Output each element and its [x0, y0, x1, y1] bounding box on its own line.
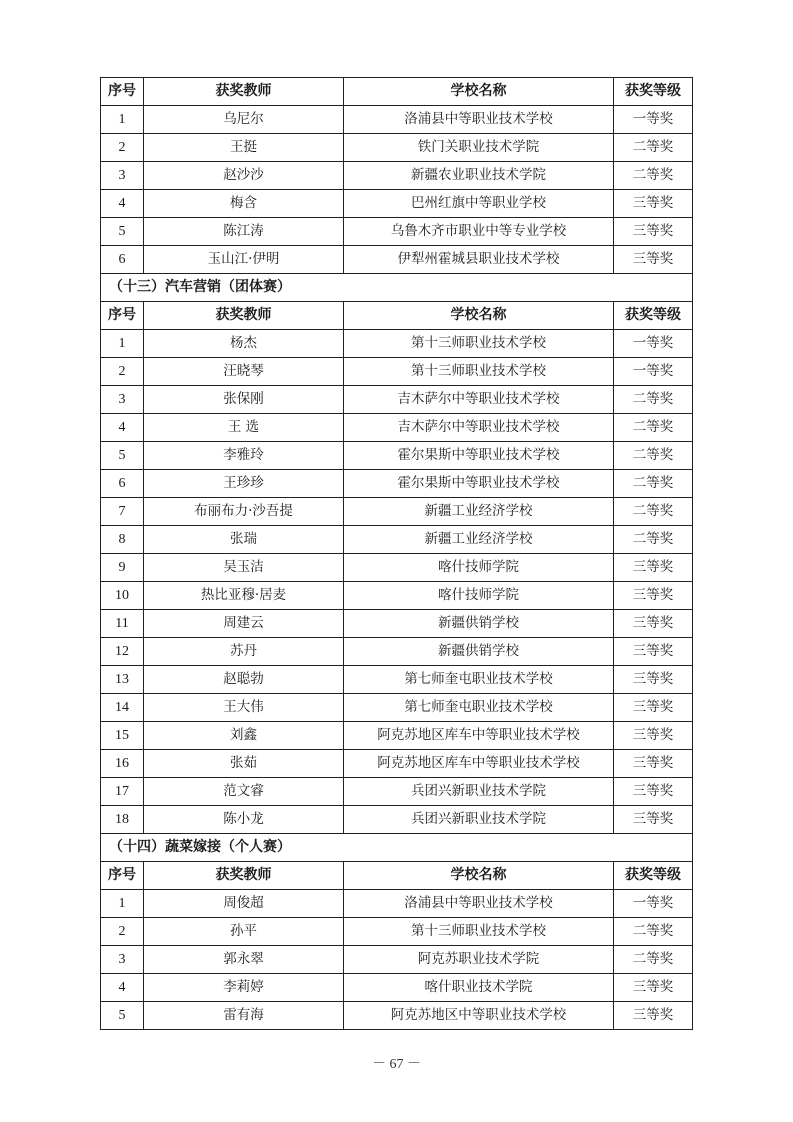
award-level-cell: 三等奖 — [614, 750, 693, 778]
seq-cell: 10 — [101, 582, 144, 610]
seq-cell: 4 — [101, 190, 144, 218]
header-school: 学校名称 — [344, 862, 614, 890]
teacher-cell: 王大伟 — [144, 694, 344, 722]
award-level-cell: 三等奖 — [614, 1002, 693, 1030]
table-row — [101, 554, 693, 582]
award-level-cell: 三等奖 — [614, 218, 693, 246]
school-cell: 伊犁州霍城县职业技术学校 — [344, 246, 614, 274]
teacher-cell: 赵聪勃 — [144, 666, 344, 694]
page-number: － 67 － — [372, 1057, 421, 1072]
section-title: （十四）蔬菜嫁接（个人赛） — [101, 834, 693, 862]
section-title-row — [101, 834, 693, 862]
table-row — [101, 1002, 693, 1030]
seq-cell: 4 — [101, 414, 144, 442]
teacher-cell: 王珍珍 — [144, 470, 344, 498]
table-header-row — [101, 302, 693, 330]
header-teacher: 获奖教师 — [144, 78, 344, 106]
school-cell: 阿克苏职业技术学院 — [344, 946, 614, 974]
header-seq: 序号 — [101, 302, 144, 330]
teacher-cell: 杨杰 — [144, 330, 344, 358]
award-level-cell: 二等奖 — [614, 162, 693, 190]
school-cell: 第七师奎屯职业技术学校 — [344, 666, 614, 694]
award-level-cell: 三等奖 — [614, 666, 693, 694]
table-row — [101, 442, 693, 470]
award-level-cell: 一等奖 — [614, 358, 693, 386]
school-cell: 霍尔果斯中等职业技术学校 — [344, 442, 614, 470]
seq-cell: 3 — [101, 946, 144, 974]
award-level-cell: 二等奖 — [614, 442, 693, 470]
header-award-level: 获奖等级 — [614, 862, 693, 890]
teacher-cell: 吴玉洁 — [144, 554, 344, 582]
school-cell: 新疆工业经济学校 — [344, 498, 614, 526]
table-row — [101, 750, 693, 778]
school-cell: 喀什职业技术学院 — [344, 974, 614, 1002]
header-school: 学校名称 — [344, 78, 614, 106]
table-row — [101, 638, 693, 666]
document-page — [100, 77, 692, 1030]
seq-cell: 6 — [101, 246, 144, 274]
teacher-cell: 周建云 — [144, 610, 344, 638]
award-level-cell: 三等奖 — [614, 582, 693, 610]
seq-cell: 5 — [101, 442, 144, 470]
table-row — [101, 610, 693, 638]
teacher-cell: 王 选 — [144, 414, 344, 442]
award-level-cell: 三等奖 — [614, 610, 693, 638]
award-level-cell: 三等奖 — [614, 694, 693, 722]
table-row — [101, 890, 693, 918]
seq-cell: 13 — [101, 666, 144, 694]
teacher-cell: 陈小龙 — [144, 806, 344, 834]
header-school: 学校名称 — [344, 302, 614, 330]
school-cell: 吉木萨尔中等职业技术学校 — [344, 386, 614, 414]
school-cell: 兵团兴新职业技术学院 — [344, 778, 614, 806]
award-level-cell: 二等奖 — [614, 526, 693, 554]
table-row — [101, 666, 693, 694]
seq-cell: 7 — [101, 498, 144, 526]
seq-cell: 18 — [101, 806, 144, 834]
table-row — [101, 918, 693, 946]
school-cell: 阿克苏地区库车中等职业技术学校 — [344, 750, 614, 778]
table-row — [101, 470, 693, 498]
teacher-cell: 李莉婷 — [144, 974, 344, 1002]
teacher-cell: 梅含 — [144, 190, 344, 218]
award-level-cell: 三等奖 — [614, 190, 693, 218]
award-level-cell: 三等奖 — [614, 806, 693, 834]
teacher-cell: 周俊超 — [144, 890, 344, 918]
seq-cell: 17 — [101, 778, 144, 806]
school-cell: 第十三师职业技术学校 — [344, 918, 614, 946]
award-level-cell: 三等奖 — [614, 638, 693, 666]
school-cell: 新疆农业职业技术学院 — [344, 162, 614, 190]
award-level-cell: 二等奖 — [614, 134, 693, 162]
table-row — [101, 974, 693, 1002]
school-cell: 霍尔果斯中等职业技术学校 — [344, 470, 614, 498]
header-award-level: 获奖等级 — [614, 78, 693, 106]
seq-cell: 1 — [101, 890, 144, 918]
teacher-cell: 陈江涛 — [144, 218, 344, 246]
seq-cell: 11 — [101, 610, 144, 638]
teacher-cell: 王挺 — [144, 134, 344, 162]
seq-cell: 8 — [101, 526, 144, 554]
table-row — [101, 498, 693, 526]
teacher-cell: 孙平 — [144, 918, 344, 946]
award-level-cell: 二等奖 — [614, 498, 693, 526]
teacher-cell: 苏丹 — [144, 638, 344, 666]
teacher-cell: 玉山江·伊明 — [144, 246, 344, 274]
school-cell: 新疆供销学校 — [344, 610, 614, 638]
award-level-cell: 二等奖 — [614, 918, 693, 946]
school-cell: 喀什技师学院 — [344, 582, 614, 610]
award-level-cell: 二等奖 — [614, 414, 693, 442]
seq-cell: 3 — [101, 386, 144, 414]
award-level-cell: 二等奖 — [614, 386, 693, 414]
award-level-cell: 二等奖 — [614, 470, 693, 498]
header-seq: 序号 — [101, 862, 144, 890]
school-cell: 新疆工业经济学校 — [344, 526, 614, 554]
seq-cell: 2 — [101, 918, 144, 946]
award-level-cell: 三等奖 — [614, 974, 693, 1002]
award-level-cell: 一等奖 — [614, 106, 693, 134]
table-row — [101, 358, 693, 386]
seq-cell: 12 — [101, 638, 144, 666]
school-cell: 洛浦县中等职业技术学校 — [344, 106, 614, 134]
award-level-cell: 三等奖 — [614, 722, 693, 750]
header-teacher: 获奖教师 — [144, 862, 344, 890]
school-cell: 新疆供销学校 — [344, 638, 614, 666]
award-level-cell: 一等奖 — [614, 330, 693, 358]
school-cell: 第十三师职业技术学校 — [344, 358, 614, 386]
school-cell: 洛浦县中等职业技术学校 — [344, 890, 614, 918]
award-level-cell: 三等奖 — [614, 554, 693, 582]
teacher-cell: 李雅玲 — [144, 442, 344, 470]
table-row — [101, 582, 693, 610]
table-header-row — [101, 78, 693, 106]
award-level-cell: 三等奖 — [614, 778, 693, 806]
table-row — [101, 386, 693, 414]
school-cell: 第十三师职业技术学校 — [344, 330, 614, 358]
seq-cell: 16 — [101, 750, 144, 778]
section-title: （十三）汽车营销（团体赛） — [101, 274, 693, 302]
school-cell: 第七师奎屯职业技术学校 — [344, 694, 614, 722]
seq-cell: 2 — [101, 134, 144, 162]
table-row — [101, 414, 693, 442]
teacher-cell: 汪晓琴 — [144, 358, 344, 386]
school-cell: 阿克苏地区中等职业技术学校 — [344, 1002, 614, 1030]
table-row — [101, 218, 693, 246]
school-cell: 铁门关职业技术学院 — [344, 134, 614, 162]
teacher-cell: 刘鑫 — [144, 722, 344, 750]
table-header-row — [101, 862, 693, 890]
table-row — [101, 134, 693, 162]
teacher-cell: 布丽布力·沙吾提 — [144, 498, 344, 526]
teacher-cell: 范文睿 — [144, 778, 344, 806]
table-row — [101, 190, 693, 218]
seq-cell: 14 — [101, 694, 144, 722]
section-title-row — [101, 274, 693, 302]
table-row — [101, 722, 693, 750]
header-seq: 序号 — [101, 78, 144, 106]
seq-cell: 5 — [101, 1002, 144, 1030]
table-row — [101, 162, 693, 190]
school-cell: 巴州红旗中等职业学校 — [344, 190, 614, 218]
school-cell: 乌鲁木齐市职业中等专业学校 — [344, 218, 614, 246]
award-level-cell: 一等奖 — [614, 890, 693, 918]
teacher-cell: 乌尼尔 — [144, 106, 344, 134]
teacher-cell: 张瑞 — [144, 526, 344, 554]
table-row — [101, 778, 693, 806]
table-row — [101, 946, 693, 974]
teacher-cell: 张保刚 — [144, 386, 344, 414]
award-table — [100, 77, 693, 1030]
table-row — [101, 526, 693, 554]
teacher-cell: 雷有海 — [144, 1002, 344, 1030]
table-row — [101, 246, 693, 274]
table-row — [101, 106, 693, 134]
table-row — [101, 806, 693, 834]
seq-cell: 6 — [101, 470, 144, 498]
seq-cell: 15 — [101, 722, 144, 750]
school-cell: 阿克苏地区库车中等职业技术学校 — [344, 722, 614, 750]
teacher-cell: 赵沙沙 — [144, 162, 344, 190]
table-row — [101, 694, 693, 722]
seq-cell: 9 — [101, 554, 144, 582]
school-cell: 吉木萨尔中等职业技术学校 — [344, 414, 614, 442]
seq-cell: 1 — [101, 330, 144, 358]
seq-cell: 4 — [101, 974, 144, 1002]
school-cell: 喀什技师学院 — [344, 554, 614, 582]
header-award-level: 获奖等级 — [614, 302, 693, 330]
seq-cell: 2 — [101, 358, 144, 386]
teacher-cell: 热比亚穆·居麦 — [144, 582, 344, 610]
award-level-cell: 三等奖 — [614, 246, 693, 274]
teacher-cell: 张茹 — [144, 750, 344, 778]
award-level-cell: 二等奖 — [614, 946, 693, 974]
seq-cell: 5 — [101, 218, 144, 246]
school-cell: 兵团兴新职业技术学院 — [344, 806, 614, 834]
seq-cell: 1 — [101, 106, 144, 134]
award-table-body — [101, 78, 693, 1030]
seq-cell: 3 — [101, 162, 144, 190]
teacher-cell: 郭永翠 — [144, 946, 344, 974]
header-teacher: 获奖教师 — [144, 302, 344, 330]
table-row — [101, 330, 693, 358]
